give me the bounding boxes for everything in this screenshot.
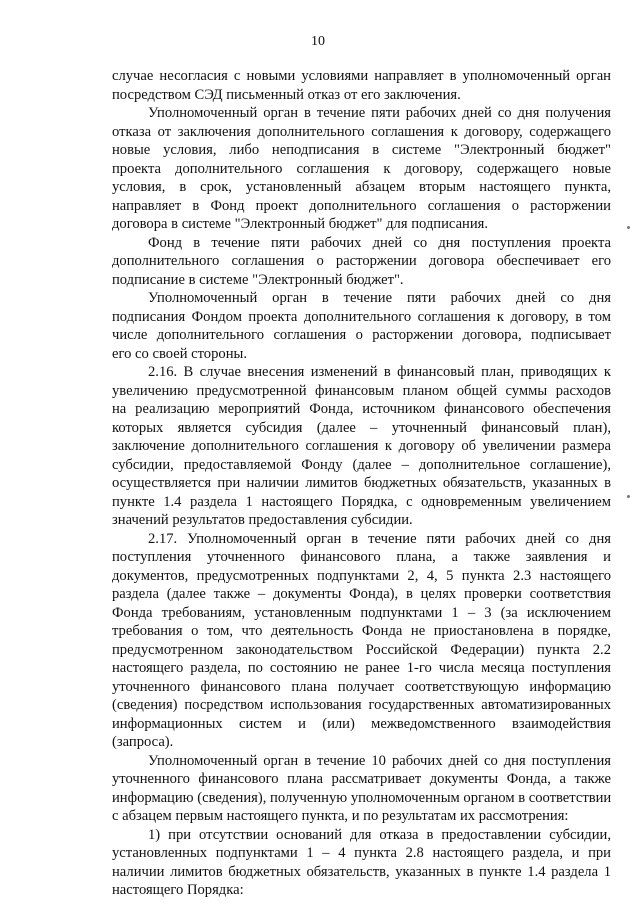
text-line: информацию (сведения), полученную уполномоченным органом в соответствии: [112, 789, 612, 806]
text-line: случае несогласия с новыми условиями направляет в уполномоченный орган: [112, 68, 611, 84]
text-line: (запроса).: [112, 734, 174, 750]
paragraph: [112, 752, 611, 826]
scan-speck: [627, 226, 630, 229]
text-line: Уполномоченный орган в течение пяти рабочих дней со дня: [148, 290, 611, 306]
text-line: наличии лимитов бюджетных обязательств, указанных в пункте 1.4 раздела 1: [112, 863, 611, 880]
text-line: посредством СЭД письменный отказ от его заключения.: [112, 86, 461, 103]
paragraph: [112, 530, 611, 752]
text-line: требования о том, что деятельность Фонда не приостановлена в порядке,: [112, 623, 611, 639]
text-line: поступления уточненного финансового плана, а также заявления и: [112, 549, 611, 565]
paragraph: [112, 289, 611, 363]
paragraph: [112, 67, 611, 104]
text-line: дополнительного соглашения о расторжении договора обеспечивает его: [112, 253, 611, 269]
page-number: 10: [311, 34, 325, 49]
paragraph: [112, 234, 611, 290]
text-line: направляет в Фонд проект дополнительного соглашения о расторжении: [112, 197, 611, 214]
text-line: увеличению предусмотренной финансовым планом общей суммы расходов: [112, 382, 611, 399]
text-line: уточненного финансового плана получает соответствующую информацию: [112, 678, 611, 695]
text-line: Фонд в течение пяти рабочих дней со дня поступления проекта: [148, 234, 611, 251]
text-line: Уполномоченный орган в течение пяти рабочих дней со дня получения: [148, 105, 611, 121]
text-line: раздела (далее также – документы Фонда), в целях проверки соответствия: [112, 586, 611, 602]
text-line: которых является субсидия (далее – уточненный финансовый план),: [112, 419, 611, 436]
text-line: уточненного финансового плана рассматривает документы Фонда, а также: [112, 771, 611, 787]
text-line: пункте 1.4 раздела 1 настоящего Порядка, с одновременным увеличением: [112, 493, 611, 510]
text-line: проекта дополнительного соглашения к договору, содержащего новые: [112, 160, 611, 177]
text-line: его со своей стороны.: [112, 345, 247, 362]
text-line: условия, в срок, установленный абзацем вторым настоящего пункта,: [112, 179, 611, 195]
text-line: отказа от заключения дополнительного соглашения к договору, содержащего: [112, 123, 611, 140]
text-line: информационных систем и (или) межведомственного взаимодействия: [112, 715, 611, 732]
text-line: документов, предусмотренных подпунктами 2, 4, 5 пункта 2.3 настоящего: [112, 567, 611, 584]
text-line: на реализацию мероприятий Фонда, источником финансового обеспечения: [112, 401, 611, 417]
document-body: [112, 67, 611, 900]
paragraph: [112, 104, 611, 234]
paragraph: [112, 826, 611, 900]
text-line: субсидии, предоставляемой Фонду (далее – дополнительное соглашение),: [112, 456, 611, 473]
text-line: подписание в системе "Электронный бюджет".: [112, 271, 404, 288]
text-line: установленных подпунктами 1 – 4 пункта 2.8 настоящего раздела, и при: [112, 845, 611, 861]
text-line: (сведения) посредством использования государственных автоматизированных: [112, 697, 611, 713]
text-line: настоящего Порядка:: [112, 882, 244, 898]
scan-speck: [627, 495, 630, 498]
text-line: договора в системе "Электронный бюджет" для подписания.: [112, 216, 489, 232]
text-line: предусмотренном законодательством Российской Федерации) пункта 2.2: [112, 641, 611, 658]
text-line: с абзацем первым настоящего пункта, и по результатам их рассмотрения:: [112, 808, 569, 824]
text-line: 2.17. Уполномоченный орган в течение пяти рабочих дней со дня: [148, 530, 611, 547]
text-line: 2.16. В случае внесения изменений в финансовый план, приводящих к: [148, 364, 611, 380]
text-line: Фонда требованиям, установленным подпунктами 1 – 3 (за исключением: [112, 604, 611, 621]
text-line: 1) при отсутствии оснований для отказа в предоставлении субсидии,: [148, 826, 611, 843]
text-line: значений результатов предоставления субсидии.: [112, 512, 413, 528]
text-line: числе дополнительного соглашения о расторжении договора, подписывает: [112, 327, 611, 343]
text-line: осуществляется при наличии лимитов бюджетных обязательств, указанных в: [112, 475, 611, 491]
text-line: новые условия, либо неподписания в системе "Электронный бюджет": [112, 142, 611, 158]
paragraph: [112, 363, 611, 530]
text-line: подписания Фондом проекта дополнительного соглашения к договору, в том: [112, 308, 611, 325]
text-line: настоящего раздела, по состоянию не ранее 1-го числа месяца поступления: [112, 660, 611, 676]
text-line: Уполномоченный орган в течение 10 рабочих дней со дня поступления: [148, 752, 611, 769]
text-line: заключение дополнительного соглашения к договору об увеличении размера: [112, 438, 611, 454]
